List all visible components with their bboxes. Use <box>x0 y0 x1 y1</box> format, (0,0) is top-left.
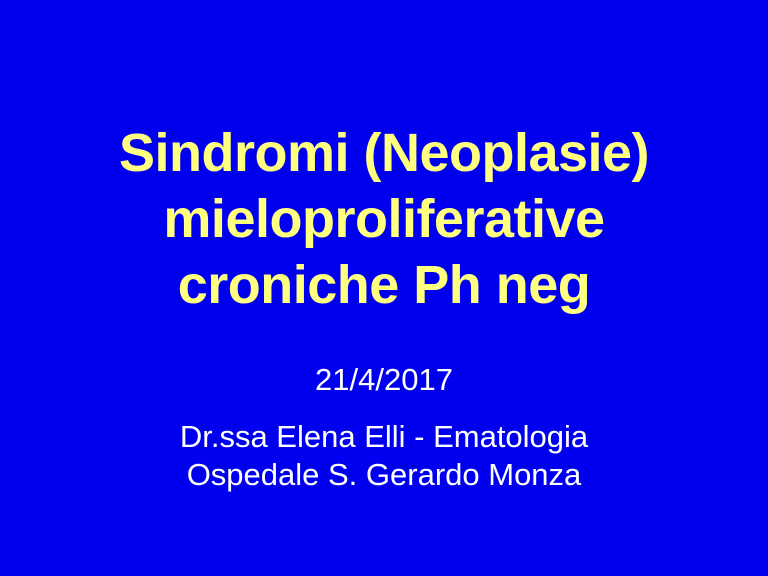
slide-title-line-2: mieloproliferative <box>163 189 605 249</box>
slide-title-line-1: Sindromi (Neoplasie) <box>118 123 650 183</box>
slide-author-line-1: Dr.ssa Elena Elli - Ematologia <box>179 419 589 454</box>
slide-title-line-3: croniche Ph neg <box>177 255 591 315</box>
slide-author-line-2: Ospedale S. Gerardo Monza <box>186 457 582 492</box>
slide-title <box>34 120 734 318</box>
slide-author <box>34 418 734 494</box>
slide-date-text: 21/4/2017 <box>315 362 453 397</box>
slide-date <box>34 360 734 400</box>
